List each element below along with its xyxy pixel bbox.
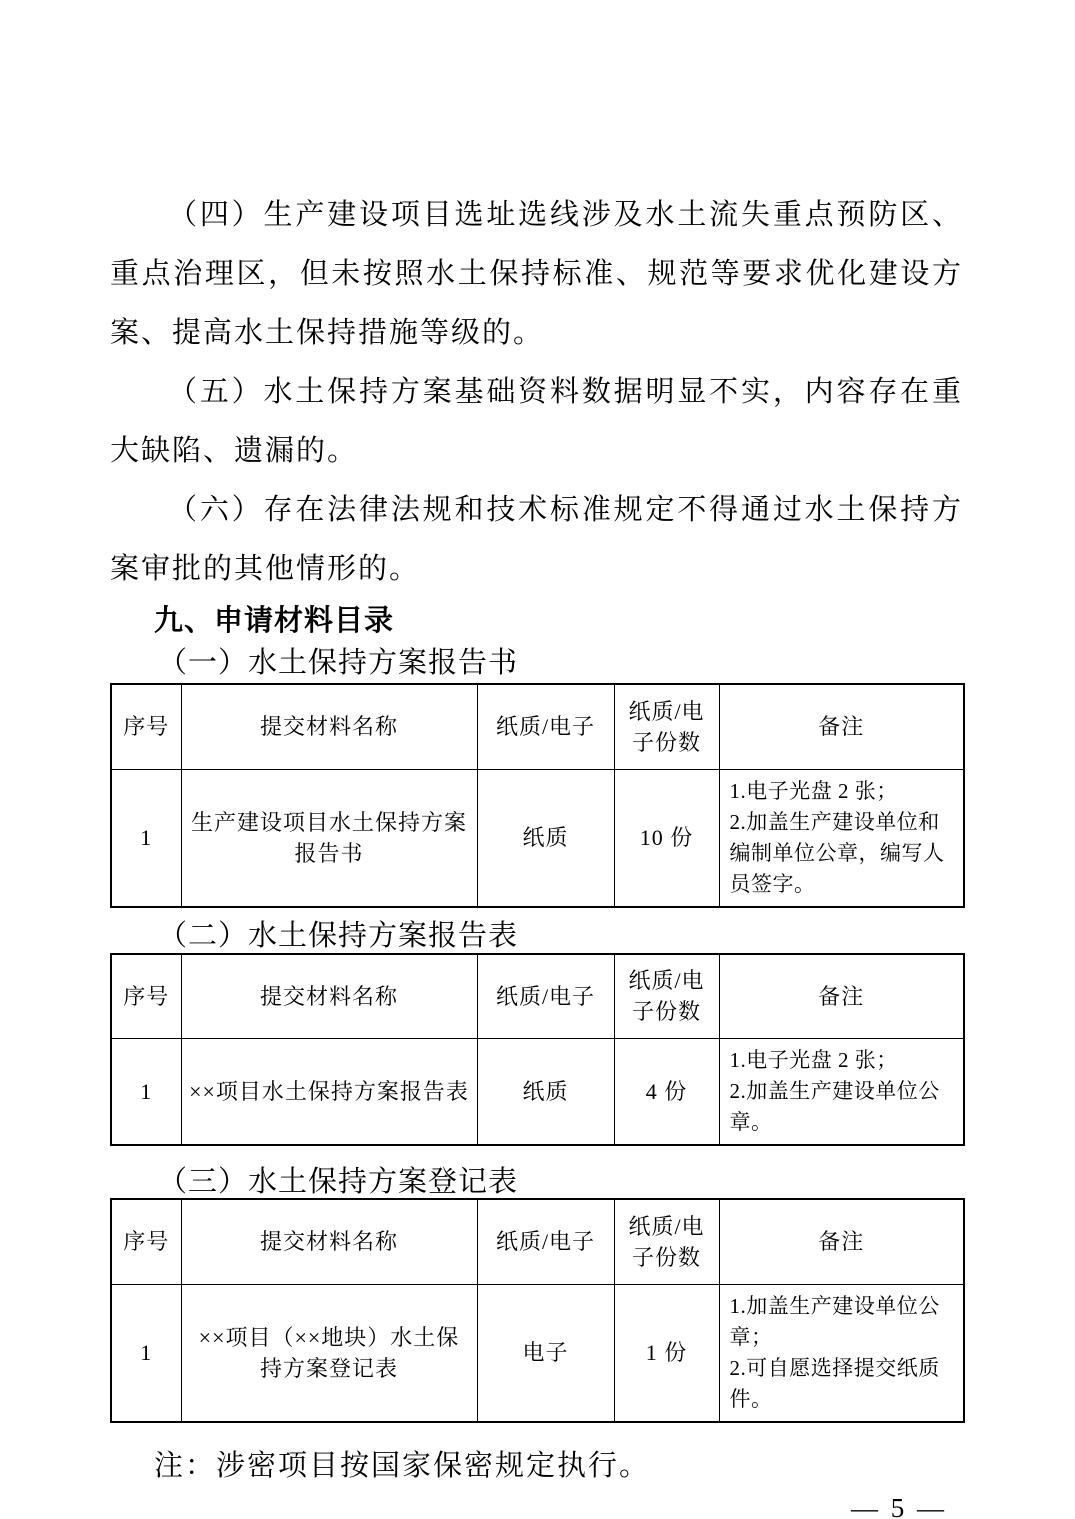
subsection-title-1: （一）水土保持方案报告书	[158, 647, 519, 679]
paragraph-item-6: （六）存在法律法规和技术标准规定不得通过水土保持方案审批的其他情形的。	[110, 494, 963, 585]
header-medium: 纸质/电子	[477, 1199, 614, 1284]
header-copies: 纸质/电子份数	[614, 684, 719, 769]
table-header-row	[111, 1199, 964, 1284]
header-material: 提交材料名称	[181, 954, 477, 1039]
cell-copies: 10 份	[614, 769, 719, 907]
table-row	[111, 1039, 964, 1146]
table-header-row	[111, 684, 964, 769]
header-material: 提交材料名称	[181, 684, 477, 769]
header-remark: 备注	[719, 1199, 964, 1284]
section-heading: 九、申请材料目录	[154, 605, 395, 637]
remark-line-2: 2.加盖生产建设单位和编制单位公章，编写人员签字。	[729, 809, 945, 896]
header-remark: 备注	[719, 954, 964, 1039]
table-row	[111, 769, 964, 907]
cell-copies: 1 份	[614, 1284, 719, 1422]
cell-material: ××项目水土保持方案报告表	[181, 1039, 477, 1146]
cell-material: 生产建设项目水土保持方案报告书	[181, 769, 477, 907]
cell-seq: 1	[111, 769, 181, 907]
header-seq: 序号	[111, 684, 181, 769]
remark-line-2: 2.可自愿选择提交纸质件。	[729, 1355, 940, 1411]
cell-remark	[719, 1039, 964, 1146]
header-material: 提交材料名称	[181, 1199, 477, 1284]
remark-line-1: 1.电子光盘 2 张；	[729, 778, 898, 803]
header-remark: 备注	[719, 684, 964, 769]
confidentiality-note: 注：涉密项目按国家保密规定执行。	[154, 1449, 651, 1482]
header-medium: 纸质/电子	[477, 684, 614, 769]
cell-medium: 纸质	[477, 769, 614, 907]
cell-remark	[719, 1284, 964, 1422]
page-number: — 5 —	[851, 1492, 947, 1519]
header-medium: 纸质/电子	[477, 954, 614, 1039]
materials-table-3	[110, 1198, 965, 1423]
table-row	[111, 1284, 964, 1422]
cell-seq: 1	[111, 1284, 181, 1422]
cell-medium: 电子	[477, 1284, 614, 1422]
header-copies: 纸质/电子份数	[614, 1199, 719, 1284]
cell-material: ××项目（××地块）水土保持方案登记表	[181, 1284, 477, 1422]
table-header-row	[111, 954, 964, 1039]
subsection-title-3: （三）水土保持方案登记表	[158, 1166, 519, 1198]
cell-seq: 1	[111, 1039, 181, 1146]
cell-medium: 纸质	[477, 1039, 614, 1146]
header-seq: 序号	[111, 1199, 181, 1284]
header-copies: 纸质/电子份数	[614, 954, 719, 1039]
remark-line-2: 2.加盖生产建设单位公章。	[729, 1079, 940, 1134]
header-seq: 序号	[111, 954, 181, 1039]
paragraph-item-4: （四）生产建设项目选址选线涉及水土流失重点预防区、重点治理区，但未按照水土保持标准、规范等要求优化建设方案、提高水土保持措施等级的。	[110, 199, 963, 349]
remark-line-1: 1.加盖生产建设单位公章；	[729, 1293, 940, 1349]
cell-remark	[719, 769, 964, 907]
subsection-title-2: （二）水土保持方案报告表	[158, 919, 519, 952]
remark-line-1: 1.电子光盘 2 张；	[729, 1048, 898, 1072]
cell-copies: 4 份	[614, 1039, 719, 1146]
paragraph-item-5: （五）水土保持方案基础资料数据明显不实，内容存在重大缺陷、遗漏的。	[110, 376, 963, 467]
materials-table-1	[110, 683, 965, 908]
materials-table-2	[110, 953, 965, 1147]
